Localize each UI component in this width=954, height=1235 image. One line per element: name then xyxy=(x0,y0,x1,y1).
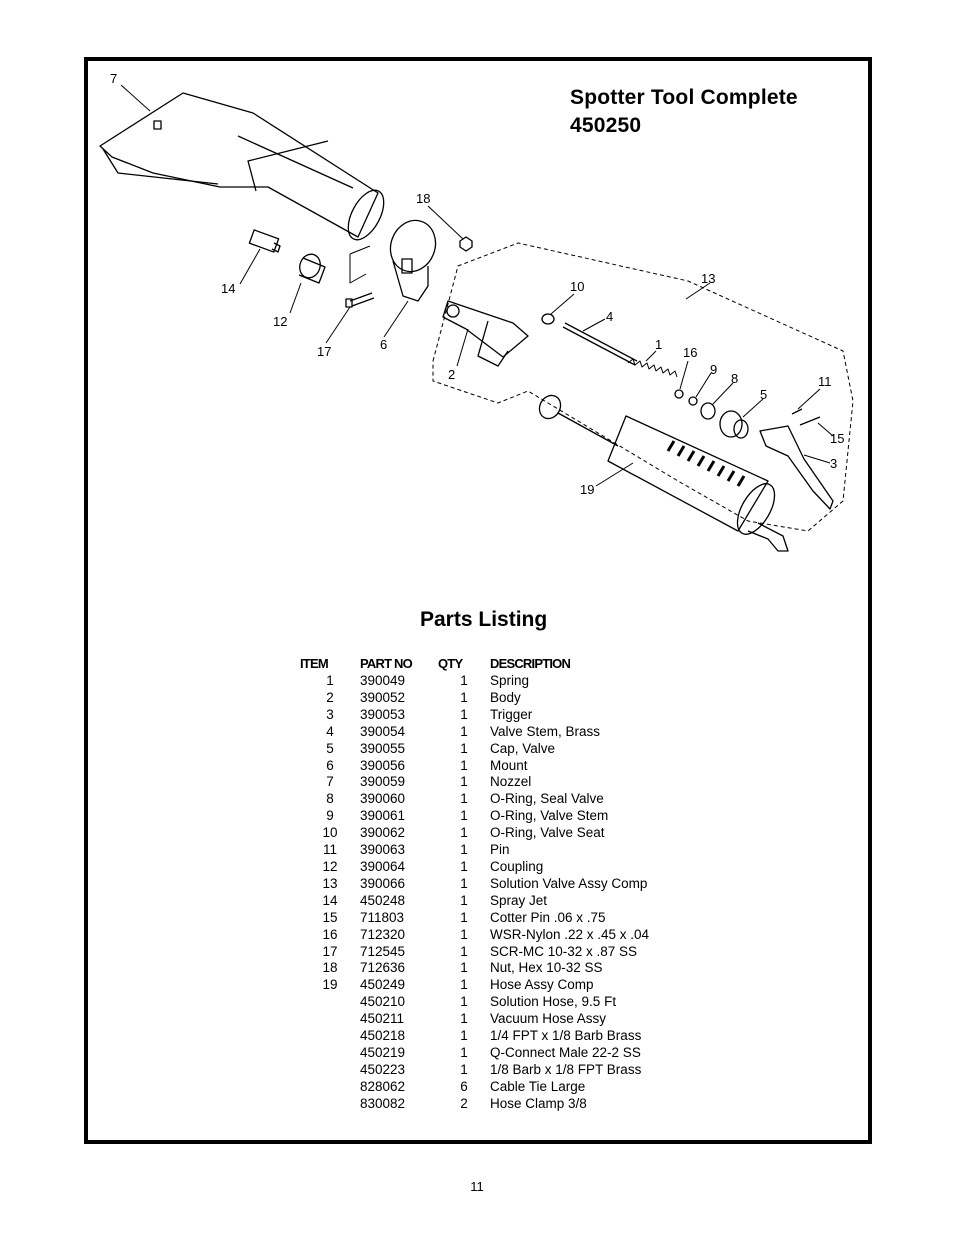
qty-cell: 1 xyxy=(460,960,468,976)
qty-cell: 1 xyxy=(460,842,468,858)
qty-cell: 1 xyxy=(460,943,468,959)
callout-5: 5 xyxy=(760,387,768,402)
part-no-cell: 390062 xyxy=(360,825,406,841)
description-cell: O-Ring, Seal Valve xyxy=(490,791,604,807)
item-cell: 6 xyxy=(326,757,334,773)
qty-cell: 2 xyxy=(460,1095,468,1111)
column-header-part-no: PART NO xyxy=(360,656,412,672)
part-no-cell: 711803 xyxy=(360,909,405,925)
table-row xyxy=(300,1062,690,1079)
part-no-cell: 390056 xyxy=(360,757,406,773)
callout-6: 6 xyxy=(380,337,388,352)
table-row xyxy=(300,1096,690,1113)
item-cell: 18 xyxy=(322,960,338,976)
item-cell xyxy=(300,1028,360,1045)
o-ring-valve-seat-part xyxy=(542,314,554,324)
item-cell: 10 xyxy=(322,825,338,841)
callout-16: 16 xyxy=(683,345,698,360)
callout-19: 19 xyxy=(580,482,595,497)
qty-cell: 1 xyxy=(460,774,468,790)
part-no-cell: 450218 xyxy=(360,1028,406,1044)
qty-cell: 1 xyxy=(460,1044,468,1060)
body-part xyxy=(443,301,528,366)
item-cell: 17 xyxy=(322,943,338,959)
item-cell: 19 xyxy=(322,977,338,993)
part-no-cell: 450211 xyxy=(360,1011,405,1027)
callout-11: 11 xyxy=(818,374,832,389)
table-row xyxy=(300,791,690,808)
qty-cell: 1 xyxy=(460,723,468,739)
part-no-cell: 390049 xyxy=(360,673,406,688)
callout-10: 10 xyxy=(570,279,585,294)
description-cell: SCR-MC 10-32 x .87 SS xyxy=(490,943,638,959)
exploded-parts-diagram xyxy=(88,61,868,591)
description-cell: WSR-Nylon .22 x .45 x .04 xyxy=(490,926,650,942)
column-header-qty: QTY xyxy=(438,656,463,672)
description-cell: Cap, Valve xyxy=(490,740,556,756)
page-number: 11 xyxy=(470,1179,484,1194)
valve-cap-part xyxy=(720,411,748,438)
callout-13: 13 xyxy=(701,271,716,286)
part-no-cell: 450223 xyxy=(360,1061,406,1077)
item-cell: 14 xyxy=(322,892,338,908)
qty-cell: 1 xyxy=(460,892,468,908)
item-cell: 5 xyxy=(326,740,334,756)
description-cell: 1/4 FPT x 1/8 Barb Brass xyxy=(490,1028,642,1044)
description-cell: Coupling xyxy=(490,858,544,874)
part-no-cell: 712320 xyxy=(360,926,406,942)
part-no-cell: 450248 xyxy=(360,892,406,908)
table-row xyxy=(300,1079,690,1096)
qty-cell: 1 xyxy=(460,926,468,942)
table-row xyxy=(300,994,690,1011)
table-row xyxy=(300,673,690,690)
callout-18: 18 xyxy=(416,191,431,206)
table-row xyxy=(300,1045,690,1062)
item-cell xyxy=(300,994,360,1011)
part-no-cell: 450249 xyxy=(360,977,406,993)
item-cell xyxy=(300,1011,360,1028)
column-header-item: ITEM xyxy=(300,656,328,672)
part-no-cell: 390052 xyxy=(360,689,406,705)
description-cell: Solution Hose, 9.5 Ft xyxy=(490,994,617,1010)
parts-table xyxy=(300,655,690,1113)
callout-15: 15 xyxy=(830,431,845,446)
table-row xyxy=(300,741,690,758)
callout-12: 12 xyxy=(273,314,288,329)
table-row xyxy=(300,927,690,944)
qty-cell: 1 xyxy=(460,858,468,874)
description-cell: Trigger xyxy=(490,706,533,722)
part-no-cell: 390060 xyxy=(360,791,406,807)
spring-part xyxy=(628,359,677,377)
cotter-pin-part xyxy=(800,417,820,425)
table-row xyxy=(300,758,690,775)
part-no-cell: 830082 xyxy=(360,1095,406,1111)
description-cell: Body xyxy=(490,689,521,705)
callout-7: 7 xyxy=(110,71,118,86)
item-cell: 16 xyxy=(322,926,338,942)
item-cell: 13 xyxy=(322,875,338,891)
o-ring-seal-valve-part xyxy=(701,403,715,419)
qty-cell: 1 xyxy=(460,994,468,1010)
item-cell: 12 xyxy=(322,858,338,874)
table-row xyxy=(300,774,690,791)
trigger-part xyxy=(760,426,833,509)
description-cell: Pin xyxy=(490,842,510,858)
hex-nut-part xyxy=(460,237,472,251)
callout-3: 3 xyxy=(830,456,838,471)
column-header-description: DESCRIPTION xyxy=(490,656,571,672)
qty-cell: 1 xyxy=(460,673,468,688)
qty-cell: 1 xyxy=(460,791,468,807)
table-row xyxy=(300,893,690,910)
description-cell: Vacuum Hose Assy xyxy=(490,1011,607,1027)
callout-9: 9 xyxy=(710,362,718,377)
description-cell: Nozzel xyxy=(490,774,532,790)
table-row xyxy=(300,707,690,724)
qty-cell: 1 xyxy=(460,1011,468,1027)
item-cell: 9 xyxy=(326,808,334,824)
qty-cell: 6 xyxy=(460,1078,468,1094)
callout-17: 17 xyxy=(317,344,332,359)
description-cell: Nut, Hex 10-32 SS xyxy=(490,960,603,976)
table-row xyxy=(300,1028,690,1045)
parts-table-header xyxy=(300,655,690,673)
item-cell: 3 xyxy=(326,706,334,722)
description-cell: Hose Assy Comp xyxy=(490,977,594,993)
nozzle-part xyxy=(100,93,391,245)
parts-listing-heading: Parts Listing xyxy=(420,608,548,631)
title-line-1: Spotter Tool Complete xyxy=(570,86,798,109)
qty-cell: 1 xyxy=(460,825,468,841)
description-cell: 1/8 Barb x 1/8 FPT Brass xyxy=(490,1061,642,1077)
qty-cell: 1 xyxy=(460,808,468,824)
description-cell: Spray Jet xyxy=(490,892,548,908)
item-cell: 4 xyxy=(326,723,334,739)
part-no-cell: 390064 xyxy=(360,858,406,874)
pin-part xyxy=(792,409,802,414)
item-cell xyxy=(300,1079,360,1096)
part-no-cell: 450219 xyxy=(360,1044,406,1060)
qty-cell: 1 xyxy=(460,1061,468,1077)
description-cell: Solution Valve Assy Comp xyxy=(490,875,648,891)
item-cell: 11 xyxy=(322,842,337,858)
part-no-cell: 828062 xyxy=(360,1078,406,1094)
o-ring-valve-stem-part xyxy=(689,397,697,405)
part-no-cell: 712636 xyxy=(360,960,406,976)
table-row xyxy=(300,724,690,741)
description-cell: Spring xyxy=(490,673,530,688)
item-cell: 8 xyxy=(326,791,334,807)
screw-part xyxy=(346,293,374,307)
description-cell: O-Ring, Valve Stem xyxy=(490,808,609,824)
table-row xyxy=(300,690,690,707)
item-cell xyxy=(300,1045,360,1062)
part-no-cell: 390053 xyxy=(360,706,406,722)
callout-1: 1 xyxy=(655,337,663,352)
qty-cell: 1 xyxy=(460,740,468,756)
item-cell: 2 xyxy=(326,689,334,705)
table-row xyxy=(300,960,690,977)
table-row xyxy=(300,808,690,825)
callout-4: 4 xyxy=(606,309,614,324)
table-row xyxy=(300,944,690,961)
item-cell xyxy=(300,1096,360,1113)
part-no-cell: 390059 xyxy=(360,774,406,790)
mount-part xyxy=(383,214,442,301)
table-row xyxy=(300,859,690,876)
qty-cell: 1 xyxy=(460,909,468,925)
part-no-cell: 390054 xyxy=(360,723,406,739)
table-row xyxy=(300,1011,690,1028)
item-cell: 7 xyxy=(326,774,334,790)
description-cell: Cable Tie Large xyxy=(490,1078,586,1094)
valve-stem-part xyxy=(563,323,637,365)
item-cell: 1 xyxy=(326,673,334,688)
callout-8: 8 xyxy=(731,371,739,386)
table-row xyxy=(300,876,690,893)
qty-cell: 1 xyxy=(460,689,468,705)
table-row xyxy=(300,825,690,842)
part-no-cell: 390066 xyxy=(360,875,406,891)
table-row xyxy=(300,842,690,859)
callout-2: 2 xyxy=(448,367,456,382)
description-cell: Valve Stem, Brass xyxy=(490,723,601,739)
qty-cell: 1 xyxy=(460,977,468,993)
qty-cell: 1 xyxy=(460,875,468,891)
title-part-number: 450250 xyxy=(570,114,642,137)
description-cell: Q-Connect Male 22-2 SS xyxy=(490,1044,641,1060)
coupling-part xyxy=(296,251,325,283)
part-no-cell: 712545 xyxy=(360,943,406,959)
part-no-cell: 390063 xyxy=(360,842,406,858)
description-cell: Mount xyxy=(490,757,528,773)
description-cell: Hose Clamp 3/8 xyxy=(490,1095,587,1111)
item-cell xyxy=(300,1062,360,1079)
spray-jet-part xyxy=(249,230,280,252)
part-no-cell: 450210 xyxy=(360,994,406,1010)
table-row xyxy=(300,910,690,927)
table-row xyxy=(300,977,690,994)
callout-14: 14 xyxy=(221,281,236,296)
part-no-cell: 390055 xyxy=(360,740,406,756)
qty-cell: 1 xyxy=(460,706,468,722)
qty-cell: 1 xyxy=(460,757,468,773)
item-cell: 15 xyxy=(322,909,338,925)
description-cell: O-Ring, Valve Seat xyxy=(490,825,605,841)
solution-valve-outline xyxy=(433,243,853,531)
description-cell: Cotter Pin .06 x .75 xyxy=(490,909,606,925)
qty-cell: 1 xyxy=(460,1028,468,1044)
part-no-cell: 390061 xyxy=(360,808,406,824)
nylon-washer-part xyxy=(675,390,683,398)
